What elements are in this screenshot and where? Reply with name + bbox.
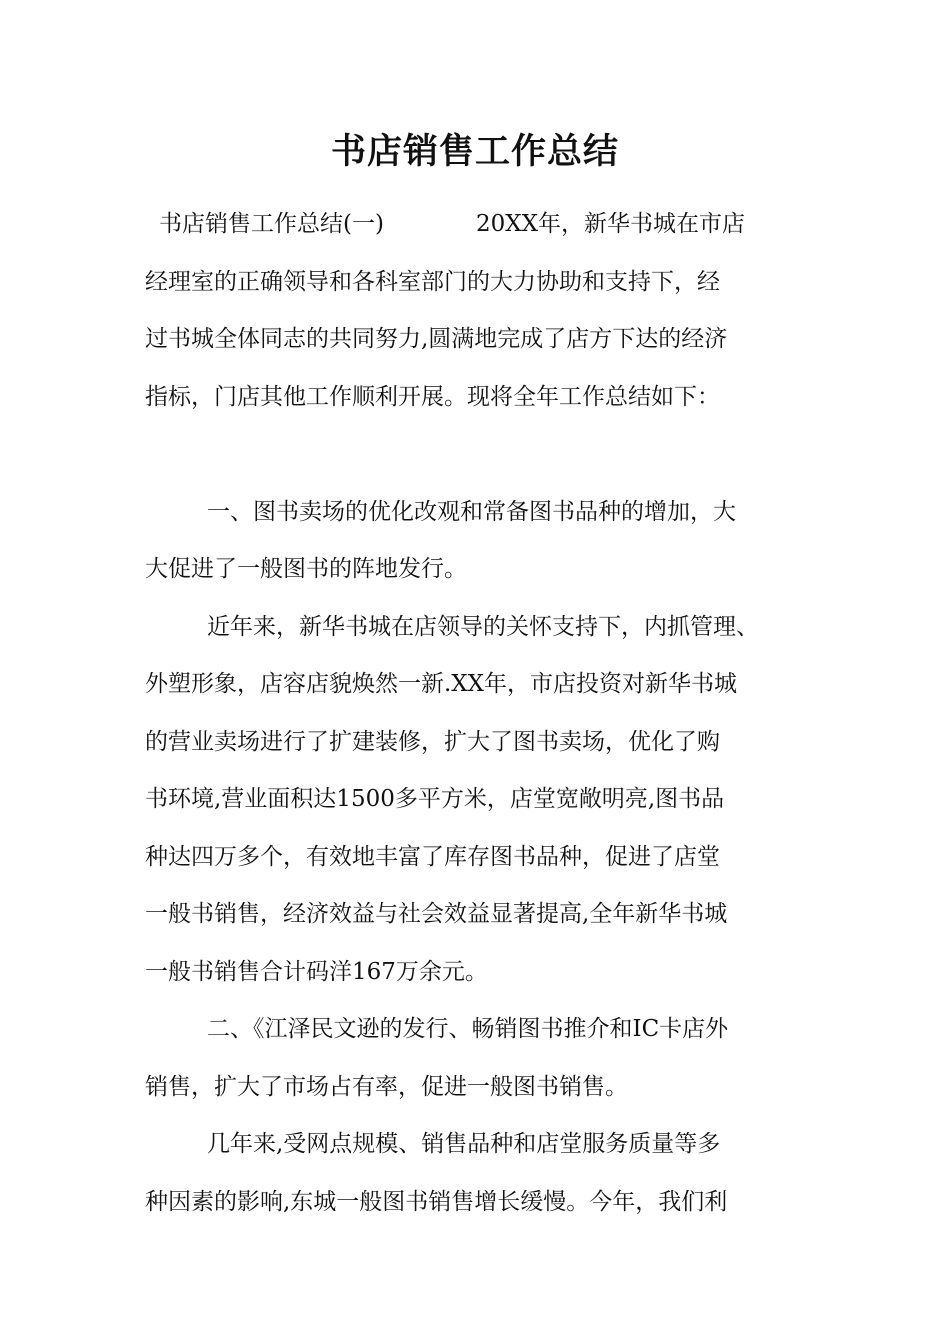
paragraph-line: 一般书销售，经济效益与社会效益显著提高,全年新华书城 [145,901,728,927]
paragraph-line: 种因素的影响,东城一般图书销售增长缓慢。今年，我们利 [145,1188,728,1215]
section-heading-line: 销售，扩大了市场占有率，促进一般图书销售。 [145,1073,628,1100]
paragraph-line: 指标，门店其他工作顺利开展。现将全年工作总结如下： [145,383,720,410]
paragraph-line: 经理室的正确领导和各科室部门的大力协助和支持下，经 [145,268,720,295]
paragraph-line [145,196,813,254]
paragraph-line: 书环境,营业面积达1500多平方米，店堂宽敞明亮,图书品 [145,786,725,812]
document-body [145,196,813,1231]
section-heading-line: 大促进了一般图书的阵地发行。 [145,556,467,582]
paragraph-line: 外塑形象，店容店貌焕然一新.XX年，市店投资对新华书城 [145,671,738,697]
document-title: 书店销售工作总结 [330,131,619,172]
paragraph-line: 一般书销售合计码洋167万余元。 [145,958,488,985]
section-heading-line: 一、图书卖场的优化改观和常备图书品种的增加，大 [207,498,736,525]
paragraph-line: 过书城全体同志的共同努力,圆满地完成了店方下达的经济 [145,326,728,352]
section-heading-line: 二、《江泽民文逊的发行、畅销图书推介和IC卡店外 [207,1016,729,1042]
intro-text: 20XX年，新华书城在市店 [475,211,745,237]
paragraph-line: 种达四万多个，有效地丰富了库存图书品种，促进了店堂 [145,843,720,870]
paragraph-line: 近年来，新华书城在店领导的关怀支持下，内抓管理、 [207,613,759,640]
subheading-text: 书店销售工作总结(一) [159,211,384,237]
paragraph-line: 的营业卖场进行了扩建装修，扩大了图书卖场，优化了购 [145,728,720,755]
blank-line [145,426,813,484]
paragraph-line: 几年来,受网点规模、销售品种和店堂服务质量等多 [207,1131,721,1157]
